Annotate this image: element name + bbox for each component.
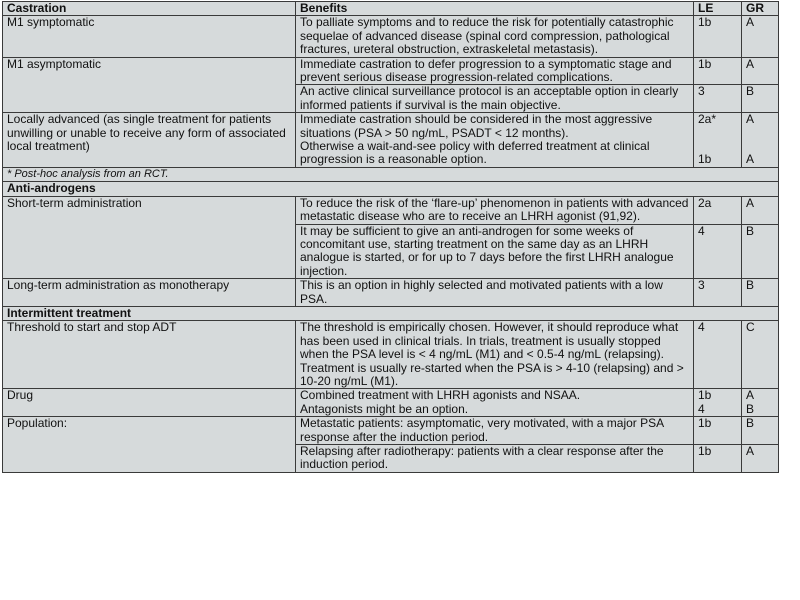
- benefit-cell: This is an option in highly selected and motivated patients with a low PSA.: [296, 279, 694, 307]
- le-cell: 1b: [694, 445, 742, 473]
- le-cell: 3: [694, 279, 742, 307]
- le-cell: 4: [694, 321, 742, 389]
- benefit-cell: To palliate symptoms and to reduce the risk for potentially catastrophic sequelae of advanced disease (spinal cord compression, pathological fractures, ureteral obstruction, extraskeletal metastasis).: [296, 16, 694, 57]
- table-row: [3, 16, 779, 57]
- benefit-cell: Relapsing after radiotherapy: patients with a clear response after the induction period.: [296, 445, 694, 473]
- gr-value: A: [746, 388, 755, 403]
- gr-cell: A: [742, 16, 779, 57]
- le-value: 1b: [698, 152, 712, 167]
- le-cell: 1b: [694, 417, 742, 445]
- gr-cell: B: [742, 224, 779, 279]
- header-le: LE: [694, 2, 742, 16]
- section-row: [3, 306, 779, 320]
- benefit-text: Combined treatment with LHRH agonists and NSAA.: [300, 388, 581, 403]
- gr-cell: [742, 113, 779, 168]
- section-row: [3, 182, 779, 196]
- benefit-text: Antagonists might be an option.: [300, 401, 469, 416]
- benefit-cell: An active clinical surveillance protocol is an acceptable option in clearly informed patients if survival is the main objective.: [296, 85, 694, 113]
- row-label: Locally advanced (as single treatment for patients unwilling or unable to receive any form of associated local treatment): [3, 113, 296, 168]
- le-cell: 2a: [694, 196, 742, 224]
- benefit-cell: Immediate castration to defer progression to a symptomatic stage and prevent serious disease progression-related complications.: [296, 57, 694, 85]
- benefit-cell: The threshold is empirically chosen. However, it should reproduce what has been used in clinical trials. In trials, treatment is usually stopped when the PSA level is < 4 ng/mL (M1) and < 0.5-4 ng/mL (relapsing). Treatment is usually re-started when the PSA is > 4-10 (relapsing) and > 10-20 ng/mL (M1).: [296, 321, 694, 389]
- benefit-text: Otherwise a wait-and-see policy with deferred treatment at clinical progression is a reasonable option.: [300, 139, 650, 167]
- le-cell: 1b: [694, 57, 742, 85]
- table-row: [3, 417, 779, 445]
- gr-cell: A: [742, 196, 779, 224]
- le-value: 2a*: [698, 112, 717, 127]
- gr-value: A: [746, 112, 755, 127]
- gr-value: A: [746, 152, 755, 167]
- le-cell: [694, 113, 742, 168]
- table-header-row: [3, 2, 779, 16]
- row-label: Population:: [3, 417, 296, 473]
- le-cell: 1b: [694, 16, 742, 57]
- table-row: [3, 196, 779, 224]
- section-heading: Intermittent treatment: [3, 306, 779, 320]
- gr-value: B: [746, 401, 755, 416]
- benefit-cell: To reduce the risk of the ‘flare-up’ phenomenon in patients with advanced metastatic disease who are to receive an LHRH agonist (91,92).: [296, 196, 694, 224]
- footnote: * Post-hoc analysis from an RCT.: [3, 167, 779, 181]
- row-label: Short-term administration: [3, 196, 296, 278]
- table-row: [3, 113, 779, 168]
- table-row: [3, 279, 779, 307]
- le-value: 4: [698, 401, 705, 416]
- gr-cell: B: [742, 279, 779, 307]
- header-benefits: Benefits: [296, 2, 694, 16]
- benefit-cell: [296, 113, 694, 168]
- row-label: M1 symptomatic: [3, 16, 296, 57]
- table-row: [3, 389, 779, 417]
- row-label: Threshold to start and stop ADT: [3, 321, 296, 389]
- row-label: Drug: [3, 389, 296, 417]
- recommendations-table: [2, 1, 779, 473]
- le-cell: 3: [694, 85, 742, 113]
- table-row: [3, 167, 779, 181]
- benefit-cell: It may be sufficient to give an anti-androgen for some weeks of concomitant use, starting treatment on the same day as an LHRH analogue is started, or for up to 7 days before the first LHRH analogue injection.: [296, 224, 694, 279]
- header-castration: Castration: [3, 2, 296, 16]
- row-label: M1 asymptomatic: [3, 57, 296, 113]
- row-label: Long-term administration as monotherapy: [3, 279, 296, 307]
- section-heading: Anti-androgens: [3, 182, 779, 196]
- table-row: [3, 57, 779, 85]
- gr-cell: [742, 389, 779, 417]
- le-cell: 4: [694, 224, 742, 279]
- header-gr: GR: [742, 2, 779, 16]
- gr-cell: B: [742, 417, 779, 445]
- gr-cell: C: [742, 321, 779, 389]
- gr-cell: A: [742, 57, 779, 85]
- gr-cell: A: [742, 445, 779, 473]
- benefit-cell: [296, 389, 694, 417]
- benefit-text: Immediate castration should be considered in the most aggressive situations (PSA > 50 ng/mL, PSADT < 12 months).: [300, 112, 653, 140]
- le-value: 1b: [698, 388, 712, 403]
- table-row: [3, 321, 779, 389]
- benefit-cell: Metastatic patients: asymptomatic, very motivated, with a major PSA response after the induction period.: [296, 417, 694, 445]
- gr-cell: B: [742, 85, 779, 113]
- le-cell: [694, 389, 742, 417]
